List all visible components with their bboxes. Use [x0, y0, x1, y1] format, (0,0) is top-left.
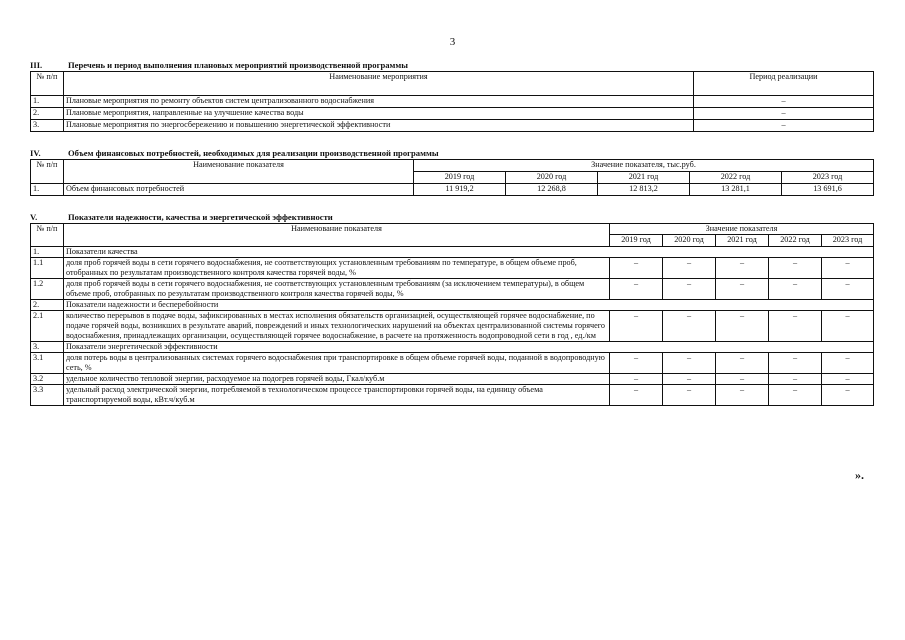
year-header: 2023 год — [782, 172, 874, 184]
section-5-number: V. — [30, 212, 38, 222]
value-cell: – — [663, 385, 716, 406]
table-row — [31, 258, 874, 279]
year-header: 2023 год — [822, 235, 874, 247]
value-cell: – — [716, 374, 769, 385]
value-cell: – — [663, 374, 716, 385]
value-cell: – — [769, 385, 822, 406]
value-cell: – — [610, 258, 663, 279]
indicator-name: удельное количество тепловой энергии, расходуемое на подогрев горячей воды, Гкал/куб.м — [64, 374, 610, 385]
table-row — [31, 311, 874, 342]
value-cell: 11 919,2 — [414, 184, 506, 196]
row-number: 1. — [31, 184, 64, 196]
header-period: Период реализации — [694, 72, 874, 96]
value-cell: – — [610, 385, 663, 406]
row-number: 3. — [31, 120, 64, 132]
finance-table — [30, 159, 874, 196]
value-cell: – — [716, 311, 769, 342]
year-header: 2021 год — [598, 172, 690, 184]
indicator-name: доля проб горячей воды в сети горячего водоснабжения, не соответствующих установленным требованиям (за исключением температуры), в общем объеме проб, отобранных по результатам производственного контроля качества горячей воды, % — [64, 279, 610, 300]
indicator-name: удельный расход электрической энергии, потребляемой в технологическом процессе транспортировки горячей воды, на единицу объема транспортируемой воды, кВт.ч/куб.м — [64, 385, 610, 406]
value-cell: – — [610, 374, 663, 385]
year-header: 2020 год — [506, 172, 598, 184]
value-cell: – — [716, 279, 769, 300]
value-cell: 12 268,8 — [506, 184, 598, 196]
table-row — [31, 374, 874, 385]
closing-quote-mark: ». — [855, 468, 864, 482]
section-4 — [30, 148, 873, 196]
value-cell: – — [822, 353, 874, 374]
table-row — [31, 184, 874, 196]
year-header: 2022 год — [769, 235, 822, 247]
header-value: Значение показателя — [610, 224, 874, 235]
row-number: 2. — [31, 300, 64, 311]
value-cell: – — [663, 353, 716, 374]
activity-name: Плановые мероприятия по энергосбережению и повышению энергетической эффективности — [64, 120, 694, 132]
section-3-number: III. — [30, 60, 43, 70]
table-row — [31, 108, 874, 120]
activities-table — [30, 71, 874, 132]
header-indicator-name: Наименование показателя — [64, 160, 414, 184]
table-row — [31, 279, 874, 300]
year-header: 2021 год — [716, 235, 769, 247]
value-cell: 13 691,6 — [782, 184, 874, 196]
table-row — [31, 353, 874, 374]
page-number: 3 — [449, 36, 456, 48]
indicators-table — [30, 223, 874, 406]
year-header: 2022 год — [690, 172, 782, 184]
row-number: 3.1 — [31, 353, 64, 374]
indicator-name: количество перерывов в подаче воды, зафиксированных в местах исполнения обязательств организацией, осуществляющей горячее водоснабжение, по подаче горячей воды, возникших в результате аварий, повреждений и иных технологических нарушений на объектах централизованной системы горячего водоснабжения, принадлежащих организации, осуществляющей горячее водоснабжение, в расчете на протяженность водопроводной сети в год , ед./км — [64, 311, 610, 342]
value-cell: – — [663, 258, 716, 279]
section-5-title-text: Показатели надежности, качества и энергетической эффективности — [68, 212, 333, 222]
header-number: № п/п — [31, 72, 64, 96]
value-cell: – — [822, 311, 874, 342]
header-value: Значение показателя, тыс.руб. — [414, 160, 874, 172]
value-cell: – — [716, 353, 769, 374]
value-cell: – — [822, 258, 874, 279]
section-4-number: IV. — [30, 148, 41, 158]
value-cell: – — [769, 311, 822, 342]
table-row — [31, 96, 874, 108]
value-cell: – — [822, 279, 874, 300]
value-cell: – — [769, 258, 822, 279]
section-3-title — [30, 60, 873, 71]
section-5-title — [30, 212, 873, 223]
section-3-title-text: Перечень и период выполнения плановых мероприятий производственной программы — [68, 60, 408, 70]
group-row — [31, 300, 874, 311]
value-cell: – — [716, 258, 769, 279]
value-cell: – — [769, 279, 822, 300]
year-header: 2019 год — [610, 235, 663, 247]
value-cell: – — [610, 279, 663, 300]
row-number: 1.1 — [31, 258, 64, 279]
activity-name: Плановые мероприятия по ремонту объектов систем централизованного водоснабжения — [64, 96, 694, 108]
period-value: – — [694, 96, 874, 108]
value-cell: – — [769, 374, 822, 385]
value-cell: – — [663, 311, 716, 342]
indicator-name: Объем финансовых потребностей — [64, 184, 414, 196]
row-number: 2.1 — [31, 311, 64, 342]
row-number: 1.2 — [31, 279, 64, 300]
group-row — [31, 247, 874, 258]
row-number: 3.3 — [31, 385, 64, 406]
value-cell: – — [822, 374, 874, 385]
row-number: 3.2 — [31, 374, 64, 385]
section-4-title — [30, 148, 873, 159]
row-number: 1. — [31, 247, 64, 258]
value-cell: – — [769, 353, 822, 374]
indicator-name: доля проб горячей воды в сети горячего водоснабжения, не соответствующих установленным требованиям по температуре, в общем объеме проб, отобранных по результатам производственного контроля качества горячей воды, % — [64, 258, 610, 279]
header-number: № п/п — [31, 224, 64, 247]
value-cell: – — [610, 311, 663, 342]
group-title: Показатели надежности и бесперебойности — [64, 300, 874, 311]
value-cell: – — [663, 279, 716, 300]
row-number: 3. — [31, 342, 64, 353]
section-5 — [30, 212, 873, 406]
table-row — [31, 120, 874, 132]
group-row — [31, 342, 874, 353]
value-cell: – — [610, 353, 663, 374]
value-cell: 13 281,1 — [690, 184, 782, 196]
value-cell: – — [822, 385, 874, 406]
year-header: 2020 год — [663, 235, 716, 247]
value-cell: 12 813,2 — [598, 184, 690, 196]
header-activity-name: Наименование мероприятия — [64, 72, 694, 96]
header-number: № п/п — [31, 160, 64, 184]
row-number: 1. — [31, 96, 64, 108]
group-title: Показатели энергетической эффективности — [64, 342, 874, 353]
group-title: Показатели качества — [64, 247, 874, 258]
indicator-name: доля потерь воды в централизованных системах горячего водоснабжения при транспортировке в общем объеме горячей воды, поданной в водопроводную сеть, % — [64, 353, 610, 374]
period-value: – — [694, 120, 874, 132]
table-row — [31, 385, 874, 406]
section-4-title-text: Объем финансовых потребностей, необходимых для реализации производственной программы — [68, 148, 439, 158]
value-cell: – — [716, 385, 769, 406]
section-3 — [30, 60, 873, 132]
period-value: – — [694, 108, 874, 120]
year-header: 2019 год — [414, 172, 506, 184]
header-indicator-name: Наименование показателя — [64, 224, 610, 247]
activity-name: Плановые мероприятия, направленные на улучшение качества воды — [64, 108, 694, 120]
row-number: 2. — [31, 108, 64, 120]
